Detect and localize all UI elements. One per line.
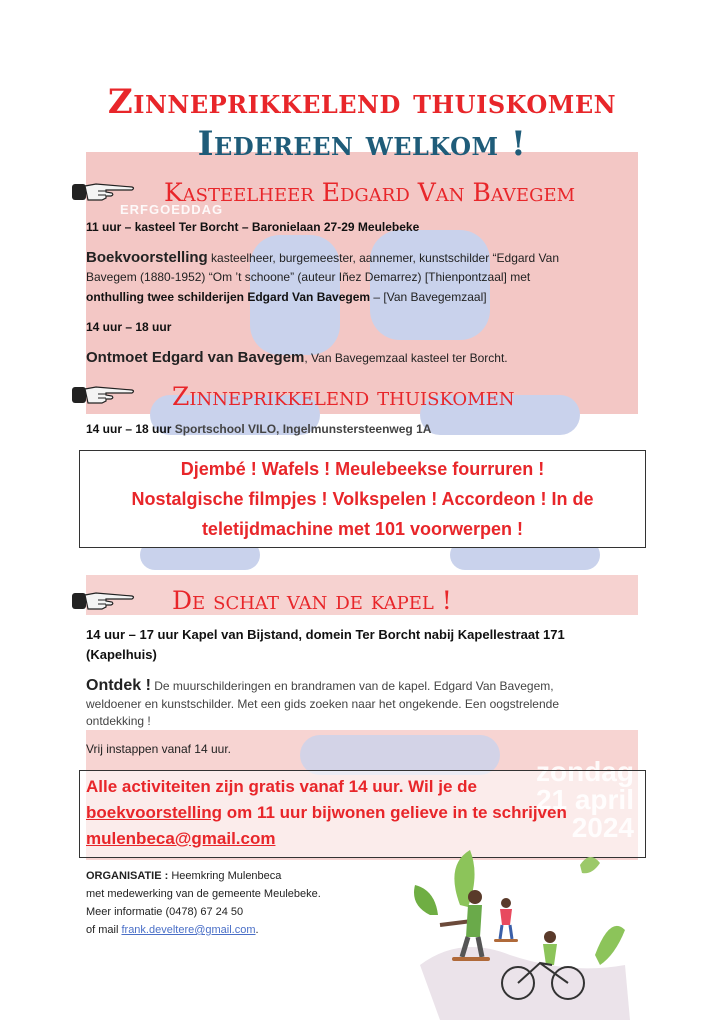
activities-line: Nostalgische filmpjes ! Volkspelen ! Accordeon ! In de: [131, 489, 594, 509]
background-erfgoed-text: ERFGOEDDAG: [120, 202, 224, 217]
time-place-text: (Kapelhuis): [86, 647, 157, 662]
notice-line: Alle activiteiten zijn gratis vanaf 14 uur. Wil je de: [86, 777, 477, 796]
section-title: De schat van de kapel !: [172, 586, 452, 615]
discover-line-cont: ontdekking !: [86, 714, 151, 728]
event-time-place: [86, 420, 646, 439]
notice-text: om 11 uur bijwonen gelieve in te schrijven: [222, 803, 567, 822]
org-mail-suffix: .: [255, 924, 259, 936]
activities-line: Djembé ! Wafels ! Meulebeekse fourruren !: [180, 459, 545, 479]
event-time-place: [86, 625, 646, 644]
pointing-hand-icon: [72, 589, 136, 611]
discover-label: Ontdek !: [86, 677, 151, 694]
event-time: [86, 318, 646, 337]
org-email-link[interactable]: frank.develtere@gmail.com: [121, 924, 256, 936]
book-presentation: [86, 248, 646, 268]
notice-email-link[interactable]: mulenbeca@gmail.com: [86, 829, 276, 848]
org-phone: Meer informatie (0478) 67 24 50: [86, 906, 244, 918]
time-text: 14 uur – 18 uur: [86, 422, 172, 436]
activities-line: teletijdmachine met 101 voorwerpen !: [201, 519, 524, 539]
unveil-label: onthulling twee schilderijen Edgard Van Bavegem: [86, 290, 371, 304]
pointing-hand-icon: [72, 180, 136, 202]
org-name: Heemkring Mulenbeca: [168, 870, 282, 882]
org-line: met medewerking van de gemeente Meulebeke.: [86, 888, 321, 900]
book-label: Boekvoorstelling: [86, 249, 208, 266]
section-title: Zinneprikkelend thuiskomen: [172, 382, 515, 411]
unveiling: [86, 288, 646, 307]
book-text: kasteelheer, burgemeester, aannemer, kunstschilder “Edgard Van: [207, 251, 560, 265]
activities-box: [79, 450, 646, 548]
pointing-hand-icon: [72, 383, 136, 405]
unveil-text: – [Van Bavegemzaal]: [370, 290, 487, 304]
walkin-line: Vrij instappen vanaf 14 uur.: [86, 742, 231, 756]
time-place-text: 14 uur – 17 uur Kapel van Bijstand, domein Ter Borcht nabij Kapellestraat 171: [86, 627, 565, 642]
section-title: Kasteelheer Edgard Van Bavegem: [164, 178, 576, 207]
discover-line-cont: weldoener en kunstschilder. Met een gids zoeken naar het ongekende. Een oogstrelende: [86, 697, 559, 711]
book-presentation-cont: Bavegem (1880-1952) “Om ’t schoone” (auteur Iñez Demarrez) [Thienpontzaal] met: [86, 270, 531, 284]
page-title: Zinneprikkelend thuiskomen: [107, 82, 617, 122]
notice-line: [86, 800, 645, 826]
time-text: 14 uur – 18 uur: [86, 320, 172, 334]
meet-text: , Van Bavegemzaal kasteel ter Borcht.: [304, 351, 508, 365]
notice-underlined: boekvoorstelling: [86, 803, 223, 822]
event-time-place: [86, 218, 646, 237]
meet-line: [86, 348, 646, 368]
family-outdoor-illustration: [400, 845, 640, 1020]
place-text: Sportschool VILO, Ingelmunstersteenweg 1A: [171, 422, 432, 436]
time-place-text: 11 uur – kasteel Ter Borcht – Baronielaan 27-29 Meulebeke: [86, 220, 420, 234]
org-label: ORGANISATIE :: [86, 870, 169, 882]
meet-label: Ontmoet Edgard van Bavegem: [86, 349, 305, 366]
discover-line: [86, 676, 646, 696]
event-time-place-cont: [86, 645, 646, 664]
org-mail-prefix: of mail: [86, 924, 122, 936]
discover-text: De muurschilderingen en brandramen van de kapel. Edgard Van Bavegem,: [150, 679, 554, 693]
organisation-block: [86, 867, 321, 939]
page-subtitle: Iedereen welkom !: [197, 124, 527, 164]
